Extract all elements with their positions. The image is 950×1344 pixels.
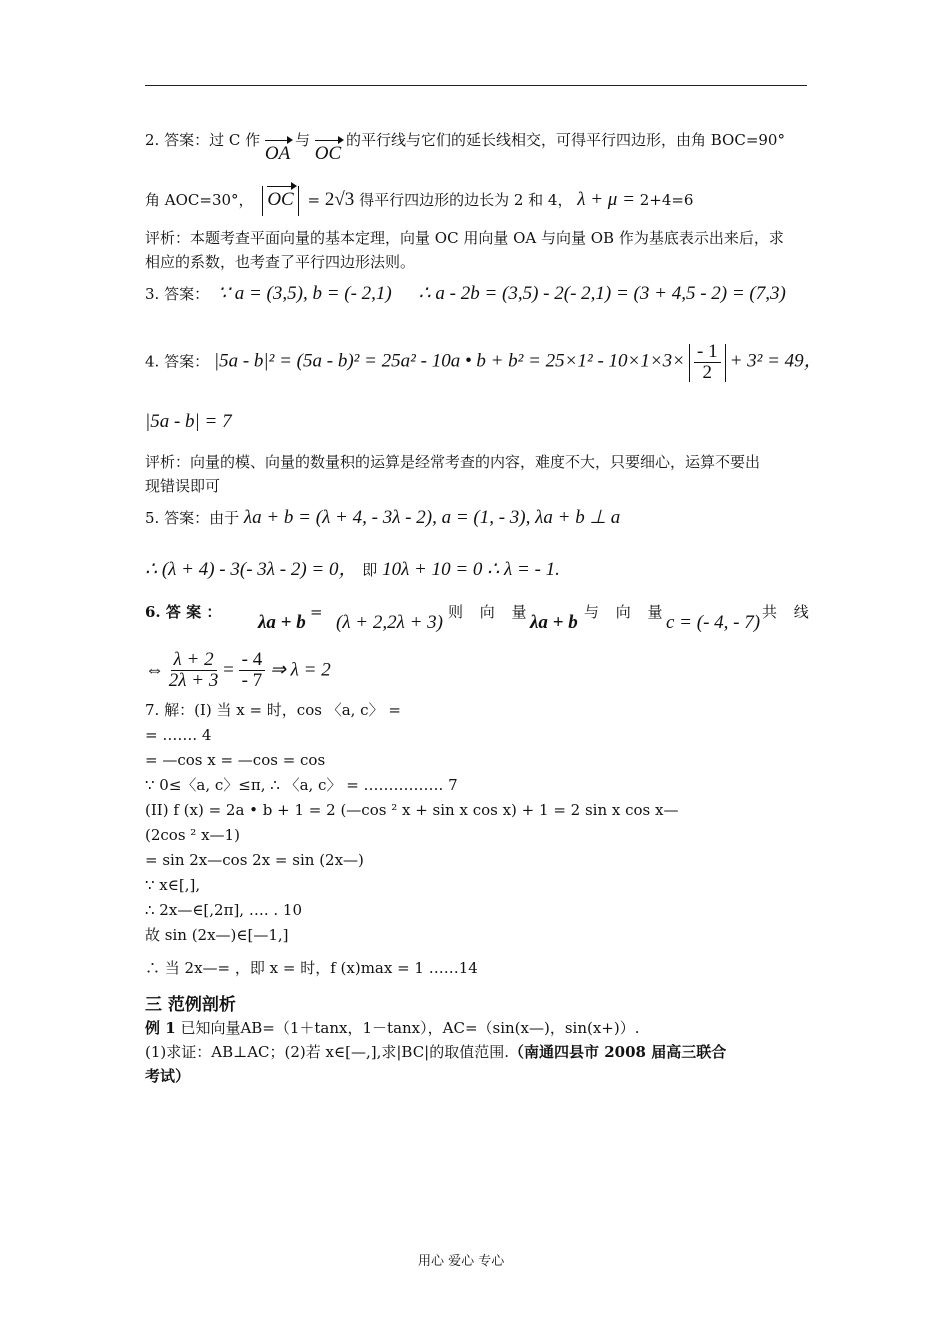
fraction-numerator: λ + 2: [171, 650, 217, 671]
answer-6-eq: =: [310, 603, 323, 621]
answer-2-label: 2. 答案：过 C 作: [145, 131, 261, 149]
solution-7-line-1: 7. 解：(I) 当 x = 时，cos 〈a, c〉 =: [145, 701, 401, 719]
answer-6-formula-2: (λ + 2,2λ + 3): [336, 612, 444, 633]
solution-7-line-4: ∵ 0≤〈a, c〉≤π, ∴ 〈a, c〉 = ……………. 7: [145, 776, 458, 794]
answer-6-word-3: 共 线: [762, 603, 815, 621]
solution-7-line-8: ∵ x∈[,],: [145, 876, 201, 894]
lambda-plus-mu: λ + μ =: [577, 189, 635, 210]
answer-5-line-1: [145, 508, 620, 528]
equals-sign: =: [223, 659, 234, 681]
answer-6-label: 6. 答 案 ：: [145, 603, 222, 621]
fraction-numerator: - 1: [694, 342, 721, 363]
answer-3-formula-1: ∵ a = (3,5), b = (- 2,1): [217, 283, 392, 304]
answer-2-result: 2+4=6: [639, 191, 694, 209]
fraction-denominator: 2: [702, 362, 713, 383]
answer-4-line-2: [145, 412, 232, 432]
note-1-line-1: 评析：本题考查平面向量的基本定理，向量 OC 用向量 OA 与向量 OB 作为基底表示出来后，求: [145, 229, 784, 247]
section-heading: 三 范例剖析: [145, 995, 236, 1015]
fraction-denominator: 2λ + 3: [168, 670, 219, 691]
example-question: (1)求证：AB⊥AC；(2)若 x∈[—,],求|BC|的取值范围.: [145, 1043, 509, 1061]
answer-3: [145, 284, 786, 304]
example-source: （南通四县市 2008 届高三联合: [509, 1043, 727, 1061]
solution-7-line-11: ∴ 当 2x—= ，即 x = 时，f (x)max = 1 ……14: [145, 959, 478, 977]
answer-6-formula-3: λa + b: [530, 612, 578, 633]
answer-3-formula-2: ∴ a - 2b = (3,5) - 2(- 2,1) = (3 + 4,5 - 2) = (7,3): [418, 283, 786, 304]
note-2-line-2: 现错误即可: [145, 477, 221, 495]
vector-oc-abs: OC: [267, 189, 294, 210]
answer-2-text: 的平行线与它们的延长线相交，可得平行四边形，由角 BOC=90°: [345, 131, 785, 149]
example-label: 例 1: [145, 1019, 176, 1037]
answer-6-word-2: 与 向 量: [584, 603, 669, 621]
header-rule: [145, 85, 807, 86]
abs-bar-left: [262, 186, 263, 216]
example-text: 已知向量AB=（1＋tanx，1－tanx），AC=（sin(x—)，sin(x+)）.: [175, 1019, 640, 1037]
fraction-minus-half: [694, 342, 721, 383]
answer-3-label: 3. 答案：: [145, 285, 210, 303]
answer-5-label: 5. 答案：由于: [145, 509, 240, 527]
answer-2-line-1: [145, 130, 785, 164]
fraction-minus-4-7: [239, 650, 266, 691]
solution-7-line-9: ∴ 2x—∈[,2π], …. . 10: [145, 901, 302, 919]
solution-7-line-3: = —cos x = —cos = cos: [145, 751, 326, 769]
answer-4-formula-2: |5a - b| = 7: [145, 411, 232, 432]
iff-symbol: ⇔: [145, 659, 164, 681]
text-and: 与: [294, 131, 310, 149]
answer-4: [145, 342, 823, 383]
note-1-line-2: 相应的系数，也考查了平行四边形法则。: [145, 253, 416, 271]
abs-bar: [689, 344, 690, 382]
fraction-numerator: - 4: [239, 650, 266, 671]
answer-2-mid-text: 得平行四边形的边长为 2 和 4，: [359, 191, 573, 209]
fraction-lambda: [169, 650, 219, 691]
answer-4-label: 4. 答案：: [145, 352, 210, 371]
solution-7-line-2: = ……. 4: [145, 726, 212, 744]
answer-5-formula-3: 10λ + 10 = 0 ∴ λ = - 1.: [382, 559, 560, 580]
answer-6-formula-1: λa + b: [258, 612, 306, 633]
answer-4-formula-1: |5a - b|² = (5a - b)² = 25a² - 10a • b + b² = 25×1² - 10×1×3×: [213, 350, 685, 372]
solution-7-line-5: (II) f (x) = 2a • b + 1 = 2 (—cos ² x + sin x cos x) + 1 = 2 sin x cos x—: [145, 801, 679, 819]
abs-bar-right: [298, 186, 299, 216]
solution-7-line-10: 故 sin (2x—)∈[—1,]: [145, 926, 289, 944]
answer-5-formula-1: λa + b = (λ + 4, - 3λ - 2), a = (1, - 3), λa + b ⊥ a: [243, 507, 621, 528]
text-ji: 即: [362, 561, 378, 579]
answer-6-result: ⇒ λ = 2: [269, 659, 331, 681]
page-footer: 用心 爱心 专心: [418, 1254, 505, 1269]
value-2-root-3: 2√3: [324, 189, 355, 210]
equals-sign: =: [307, 191, 325, 209]
solution-7-line-6: (2cos ² x—1): [145, 826, 240, 844]
answer-2-line-2: [145, 186, 693, 216]
vector-oc: OC: [314, 143, 342, 164]
answer-5-line-2: [145, 560, 560, 580]
fraction-denominator: - 7: [241, 670, 263, 691]
example-1-line-2: [145, 1042, 726, 1062]
vector-oa: OA: [264, 143, 291, 164]
answer-5-formula-2: ∴ (λ + 4) - 3(- 3λ - 2) = 0，: [145, 559, 358, 580]
solution-7-line-7: = sin 2x—cos 2x = sin (2x—): [145, 851, 364, 869]
angle-aoc-text: 角 AOC=30°，: [145, 191, 254, 209]
answer-6-line-2: [145, 650, 331, 691]
note-2-line-1: 评析：向量的模、向量的数量积的运算是经常考查的内容，难度不大，只要细心，运算不要出: [145, 453, 761, 471]
answer-6-word-1: 则 向 量: [448, 603, 533, 621]
answer-4-formula-tail: + 3² = 49，: [729, 350, 823, 372]
abs-bar: [725, 344, 726, 382]
example-1-line-1: [145, 1018, 640, 1038]
answer-6-formula-4: c = (- 4, - 7): [666, 612, 761, 633]
example-1-line-3: 考试）: [145, 1067, 191, 1085]
